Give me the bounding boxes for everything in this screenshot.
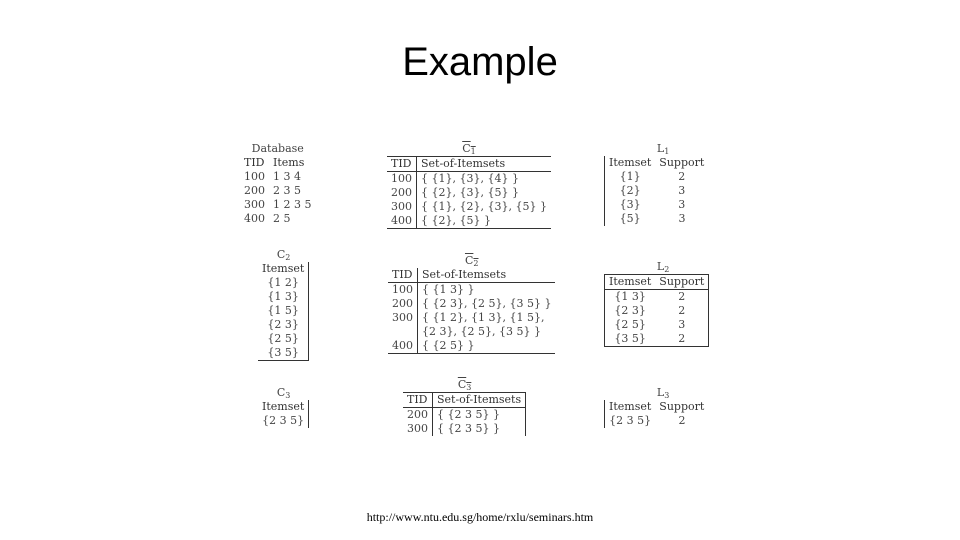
caption-base: C bbox=[464, 254, 474, 267]
c2-table bbox=[258, 248, 309, 361]
column-header: Support bbox=[659, 156, 705, 169]
column-header: Itemset bbox=[609, 400, 652, 413]
cell: { {1}, {3}, {4} } bbox=[421, 172, 519, 185]
cell: 1 3 4 bbox=[273, 170, 301, 183]
table-row bbox=[388, 325, 555, 339]
caption-sub: 2 bbox=[285, 253, 291, 262]
column-header: Support bbox=[659, 400, 705, 413]
caption-sub: 2 bbox=[664, 265, 670, 274]
table-row bbox=[258, 290, 309, 304]
c3-table bbox=[258, 386, 309, 428]
cell: 3 bbox=[678, 212, 686, 225]
cell: 200 bbox=[387, 186, 417, 200]
table-row bbox=[388, 311, 555, 325]
column-header: TID bbox=[403, 393, 433, 408]
column-header: Itemset bbox=[609, 156, 652, 169]
cell: {2} bbox=[619, 184, 641, 197]
cell: 300 bbox=[403, 422, 433, 436]
cell: 300 bbox=[244, 198, 265, 211]
cell: 400 bbox=[388, 339, 418, 354]
table-row bbox=[387, 186, 551, 200]
cell: 300 bbox=[388, 311, 418, 325]
table-row bbox=[605, 332, 709, 347]
column-header: Set-of-Itemsets bbox=[422, 268, 507, 281]
caption-base: C bbox=[276, 386, 286, 399]
table-row bbox=[605, 198, 709, 212]
cell: 200 bbox=[244, 184, 265, 197]
table-row bbox=[240, 184, 315, 198]
cell: {5} bbox=[619, 212, 641, 225]
column-header: Set-of-Itemsets bbox=[437, 393, 522, 406]
cell: { {1 3} } bbox=[422, 283, 475, 296]
c1-bar-table bbox=[387, 142, 551, 229]
cell: {1 3} bbox=[258, 290, 309, 304]
cell: {1} bbox=[619, 170, 641, 183]
cell: 2 bbox=[678, 170, 686, 183]
caption-sub: 3 bbox=[285, 391, 291, 400]
database-table bbox=[240, 142, 315, 226]
cell: {2 3} bbox=[614, 304, 646, 317]
cell: { {2 5} } bbox=[422, 339, 475, 352]
table-row bbox=[388, 297, 555, 311]
cell: 400 bbox=[244, 212, 265, 225]
table-row bbox=[258, 332, 309, 346]
c2-bar-caption bbox=[388, 254, 555, 268]
table-row bbox=[387, 200, 551, 214]
column-header: Itemset bbox=[258, 262, 309, 276]
table-row bbox=[258, 276, 309, 290]
database-caption: Database bbox=[251, 142, 304, 155]
c3-bar-caption bbox=[403, 378, 526, 392]
l3-table bbox=[604, 386, 709, 428]
table-row bbox=[240, 170, 315, 184]
cell: 3 bbox=[678, 198, 686, 211]
cell bbox=[388, 325, 418, 339]
cell: 100 bbox=[388, 283, 418, 298]
cell: { {2 3 5} } bbox=[437, 408, 500, 421]
table-row bbox=[240, 212, 315, 226]
cell: { {1 2}, {1 3}, {1 5}, bbox=[422, 311, 545, 324]
caption-base: L bbox=[656, 386, 665, 399]
cell: {3} bbox=[619, 198, 641, 211]
c2-caption bbox=[258, 248, 309, 262]
cell: 100 bbox=[387, 172, 417, 187]
caption-base: L bbox=[656, 142, 665, 155]
table-row bbox=[403, 422, 526, 436]
slide-title: Example bbox=[402, 40, 558, 84]
cell: {2 5} bbox=[614, 318, 646, 331]
caption-sub: 1 bbox=[664, 147, 670, 156]
cell: 2 bbox=[678, 414, 686, 427]
table-row bbox=[605, 290, 709, 305]
table-row bbox=[388, 283, 555, 298]
cell: 200 bbox=[403, 408, 433, 423]
column-header: Itemset bbox=[258, 400, 309, 414]
cell: 400 bbox=[387, 214, 417, 229]
cell: {1 3} bbox=[614, 290, 646, 303]
cell: 200 bbox=[388, 297, 418, 311]
cell: {2 3}, {2 5}, {3 5} } bbox=[422, 325, 541, 338]
cell: 3 bbox=[678, 184, 686, 197]
cell: { {1}, {2}, {3}, {5} } bbox=[421, 200, 547, 213]
cell: {2 5} bbox=[258, 332, 309, 346]
table-row bbox=[403, 408, 526, 423]
table-row bbox=[258, 346, 309, 361]
cell: 100 bbox=[244, 170, 265, 183]
table-row bbox=[387, 172, 551, 187]
c1-bar-caption bbox=[387, 142, 551, 156]
cell: {3 5} bbox=[258, 346, 309, 361]
l3-caption bbox=[604, 386, 709, 400]
table-row bbox=[240, 198, 315, 212]
column-header: Set-of-Itemsets bbox=[421, 157, 506, 170]
table-row bbox=[605, 304, 709, 318]
cell: {3 5} bbox=[614, 332, 646, 345]
c3-bar-table bbox=[403, 378, 526, 436]
cell: 2 3 5 bbox=[273, 184, 301, 197]
cell: 300 bbox=[387, 200, 417, 214]
caption-sub: 3 bbox=[466, 383, 472, 392]
cell: { {2 3 5} } bbox=[437, 422, 500, 435]
column-header: TID bbox=[244, 156, 265, 169]
column-header: Support bbox=[659, 275, 705, 288]
l2-caption bbox=[604, 260, 709, 274]
caption-sub: 1 bbox=[470, 147, 476, 156]
table-row bbox=[605, 318, 709, 332]
cell: 3 bbox=[678, 318, 686, 331]
table-row bbox=[605, 170, 709, 184]
table-row bbox=[388, 339, 555, 354]
cell: 2 bbox=[678, 290, 686, 303]
cell: 2 5 bbox=[273, 212, 291, 225]
caption-sub: 3 bbox=[664, 391, 670, 400]
table-row bbox=[387, 214, 551, 229]
column-header: TID bbox=[388, 268, 418, 283]
cell: 2 bbox=[678, 332, 686, 345]
table-row bbox=[605, 414, 709, 428]
table-row bbox=[258, 318, 309, 332]
table-row bbox=[605, 184, 709, 198]
table-row bbox=[258, 304, 309, 318]
table-row bbox=[605, 212, 709, 226]
cell: {2 3} bbox=[258, 318, 309, 332]
cell: {2 3 5} bbox=[609, 414, 652, 427]
table-row bbox=[258, 414, 309, 428]
caption-base: C bbox=[457, 378, 467, 391]
caption-sub: 2 bbox=[473, 259, 479, 268]
cell: {2 3 5} bbox=[258, 414, 309, 428]
c3-caption bbox=[258, 386, 309, 400]
caption-base: C bbox=[462, 142, 471, 155]
column-header: Itemset bbox=[609, 275, 652, 288]
column-header: TID bbox=[387, 157, 417, 172]
cell: { {2}, {5} } bbox=[421, 214, 491, 227]
column-header: Items bbox=[273, 156, 305, 169]
l2-table bbox=[604, 260, 709, 347]
cell: {1 2} bbox=[258, 276, 309, 290]
caption-base: L bbox=[656, 260, 665, 273]
cell: {1 5} bbox=[258, 304, 309, 318]
cell: 2 bbox=[678, 304, 686, 317]
l1-caption bbox=[604, 142, 709, 156]
cell: { {2 3}, {2 5}, {3 5} } bbox=[422, 297, 552, 310]
c2-bar-table bbox=[388, 254, 555, 354]
source-link[interactable]: http://www.ntu.edu.sg/home/rxlu/seminars.htm bbox=[366, 510, 594, 524]
cell: { {2}, {3}, {5} } bbox=[421, 186, 519, 199]
l1-table bbox=[604, 142, 709, 226]
cell: 1 2 3 5 bbox=[273, 198, 312, 211]
caption-base: C bbox=[276, 248, 286, 261]
